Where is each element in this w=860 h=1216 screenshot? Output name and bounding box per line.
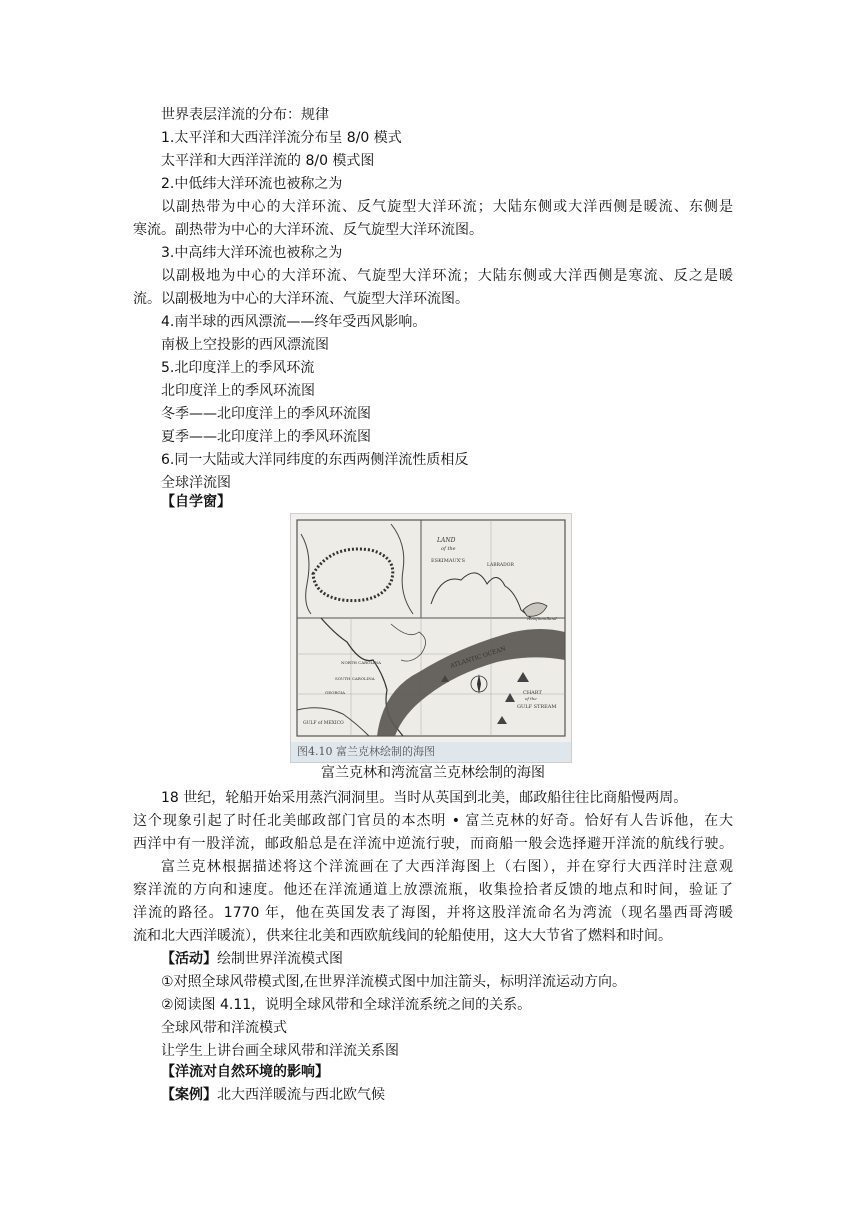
text-line: 1.太平洋和大西洋洋流分布呈 8/0 模式: [161, 130, 402, 146]
text-line: 让学生上讲台画全球风带和洋流关系图: [161, 1043, 399, 1059]
figure-caption: 富兰克林和湾流富兰克林绘制的海图: [321, 765, 545, 781]
text-line: 6.同一大陆或大洋同纬度的东西两侧洋流性质相反: [161, 452, 469, 468]
text-line: 世界表层洋流的分布：规律: [161, 107, 329, 123]
gulf-stream-map: [291, 514, 571, 742]
activity-tag: 【活动】: [161, 951, 217, 967]
text-line: 4.南半球的西风漂流——终年受西风影响。: [161, 314, 427, 330]
text-line: 夏季——北印度洋上的季风环流图: [161, 429, 371, 445]
map-label: GULF STREAM: [517, 704, 557, 710]
text-line: 察洋流的方向和速度。他还在洋流通道上放漂流瓶，收集捡拾者反馈的地点和时间，验证了: [133, 882, 733, 898]
text-line: ②阅读图 4.11，说明全球风带和全球洋流系统之间的关系。: [161, 997, 532, 1013]
map-label: SOUTH CAROLINA: [335, 676, 375, 681]
section-heading: 【洋流对自然环境的影响】: [161, 1064, 329, 1080]
activity-heading: [161, 948, 761, 971]
text-line: 流。以副极地为中心的大洋环流、气旋型大洋环流图。: [133, 291, 469, 307]
text-line: 18 世纪，轮船开始采用蒸汽洞洞里。当时从英国到北美，邮政船往往比商船慢两周。: [161, 790, 688, 806]
text-line: 全球风带和洋流模式: [161, 1020, 287, 1036]
activity-title: 绘制世界洋流模式图: [217, 951, 343, 967]
text-line: 2.中低纬大洋环流也被称之为: [161, 176, 343, 192]
text-line: 寒流。副热带为中心的大洋环流、反气旋型大洋环流图。: [133, 222, 483, 238]
text-line: 5.北印度洋上的季风环流: [161, 360, 315, 376]
map-label: CHART: [523, 690, 542, 696]
map-label: Newfoundland: [527, 616, 557, 621]
text-line: 南极上空投影的西风漂流图: [161, 337, 329, 353]
text-line: 洋流的路径。1770 年，他在英国发表了海图，并将这股洋流命名为湾流（现名墨西哥湾暖: [133, 905, 733, 921]
text-line: 全球洋流图: [161, 475, 231, 491]
text-line: 3.中高纬大洋环流也被称之为: [161, 245, 343, 261]
text-line: 富兰克林根据描述将这个洋流画在了大西洋海图上（右图），并在穿行大西洋时注意观: [161, 859, 733, 875]
text-line: 冬季——北印度洋上的季风环流图: [161, 406, 371, 422]
text-line: 流和北大西洋暖流），供来往北美和西欧航线间的轮船使用，这大大节省了燃料和时间。: [133, 928, 672, 944]
case-tag: 【案例】: [161, 1087, 217, 1103]
text-line: ①对照全球风带模式图,在世界洋流模式图中加注箭头，标明洋流运动方向。: [161, 974, 626, 990]
map-label: of the: [525, 696, 537, 701]
map-label: of the: [441, 546, 456, 552]
text-line: 太平洋和大西洋洋流的 8/0 模式图: [161, 153, 375, 169]
map-label: ESKIMAUX'S: [431, 558, 466, 564]
text-line: 北印度洋上的季风环流图: [161, 383, 315, 399]
text-line: 西洋中有一股洋流，邮政船总是在洋流中逆流行驶，而商船一般会选择避开洋流的航线行驶。: [133, 836, 733, 852]
case-line: [161, 1084, 761, 1107]
map-label: ATLANTIC OCEAN: [449, 645, 507, 670]
section-heading: 【自学窗】: [161, 494, 231, 510]
map-label: GULF of MEXICO: [303, 721, 344, 726]
map-label: NORTH CAROLINA: [341, 660, 382, 665]
text-line: 以副极地为中心的大洋环流、气旋型大洋环流；大陆东侧或大洋西侧是寒流、反之是暖: [161, 268, 733, 284]
text-line: 这个现象引起了时任北美邮政部门官员的本杰明 • 富兰克林的好奇。恰好有人告诉他，在大: [133, 813, 733, 829]
map-label: LABRADOR: [487, 563, 514, 568]
text-line: 以副热带为中心的大洋环流、反气旋型大洋环流；大陆东侧或大洋西侧是暖流、东侧是: [161, 199, 733, 215]
map-label: GEORGIA: [325, 690, 346, 695]
map-label: LAND: [437, 537, 456, 544]
case-text: 北大西洋暖流与西北欧气候: [217, 1087, 385, 1103]
figure-label: 图4.10 富兰克林绘制的海图: [291, 742, 571, 762]
franklin-chart-image: [290, 513, 572, 763]
